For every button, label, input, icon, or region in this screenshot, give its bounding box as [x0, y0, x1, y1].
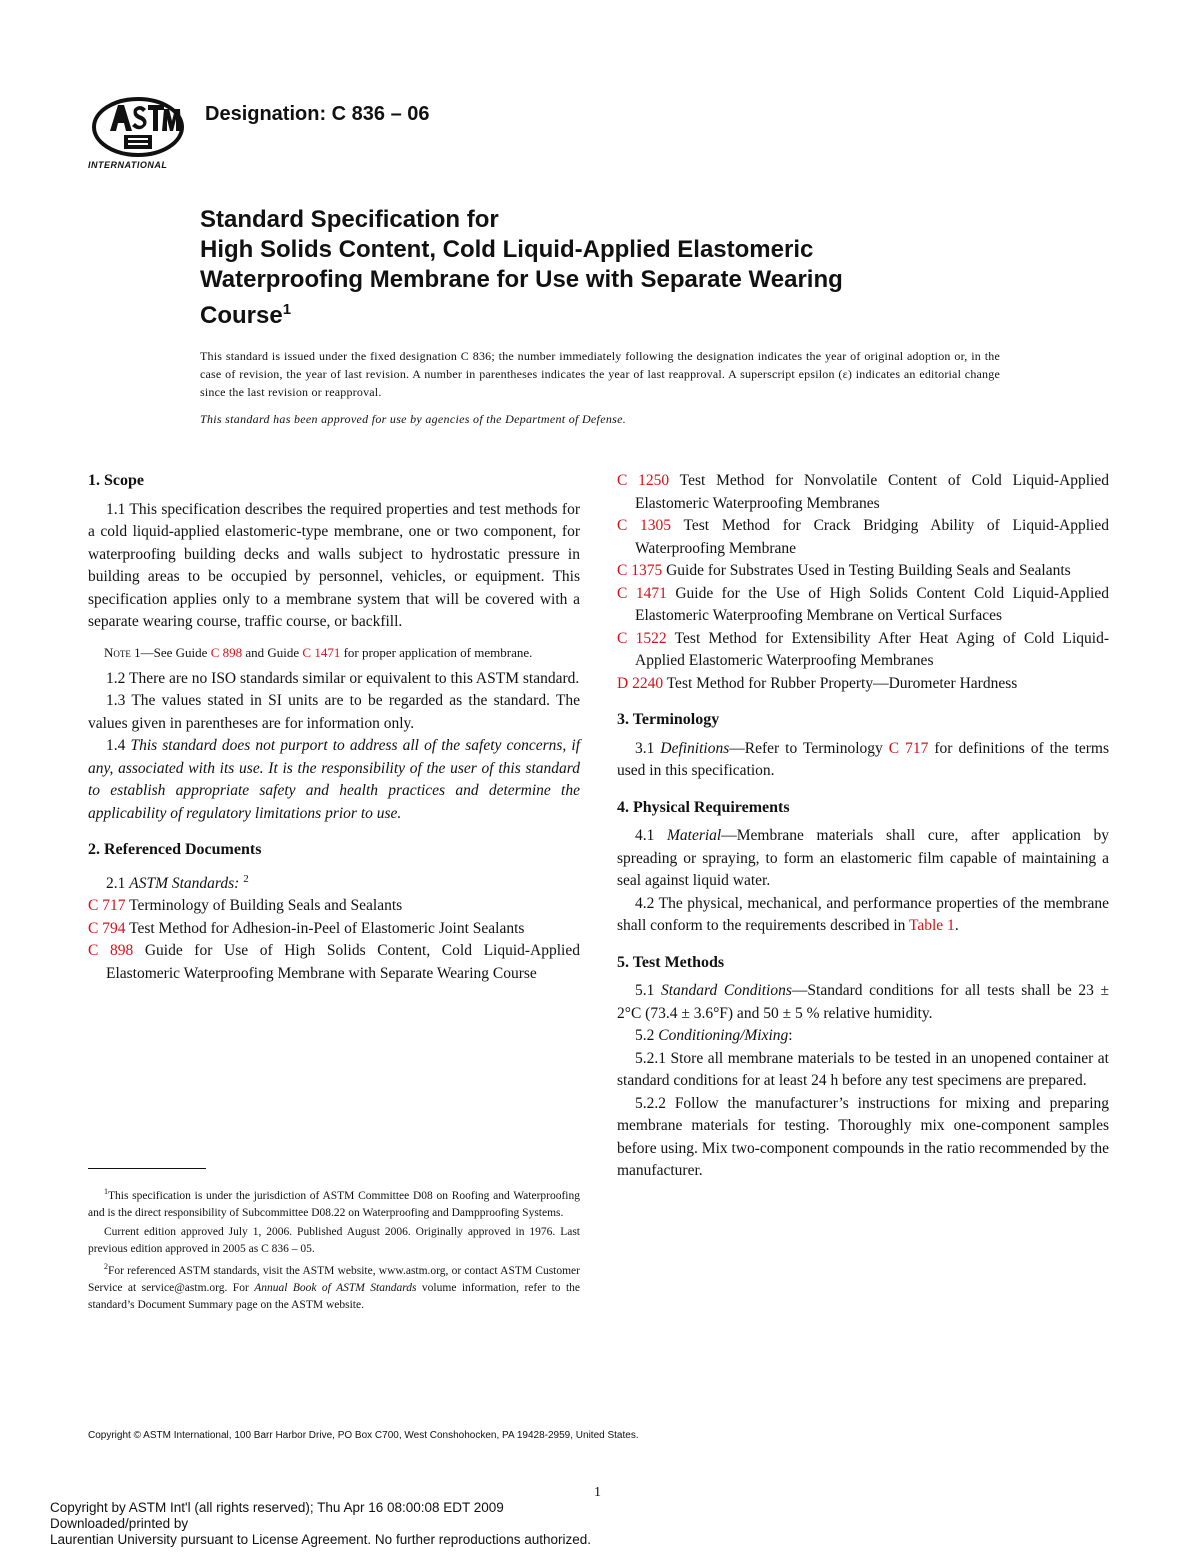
- link-c898[interactable]: C 898: [210, 644, 243, 660]
- footnote-divider: [88, 1168, 206, 1169]
- designation: Designation: C 836 – 06: [205, 103, 430, 125]
- link-c1375[interactable]: C 1375: [617, 562, 663, 579]
- para-5-2-1: 5.2.1 Store all membrane materials to be tested in an unopened container at standard conditions for at least 24 h before any test specimens are prepared.: [617, 1049, 1109, 1089]
- section-5-heading: 5. Test Methods: [617, 953, 725, 971]
- copyright-line: Copyright © ASTM International, 100 Barr Harbor Drive, PO Box C700, West Conshohocken, PA 19428-2959, United States.: [88, 1430, 639, 1441]
- para-5-2: 5.2 Conditioning/Mixing:: [635, 1027, 793, 1044]
- download-line-2: Downloaded/printed by: [50, 1516, 189, 1531]
- footnotes: [88, 1183, 580, 1314]
- download-line-3: Laurentian University pursuant to License Agreement. No further reproductions authorized.: [50, 1532, 592, 1547]
- ref-c717: C 717 Terminology of Building Seals and Sealants: [88, 897, 403, 915]
- para-1-1: 1.1 This specification describes the required properties and test methods for a cold liquid-applied elastomeric-type membrane, one or two component, for waterproofing building decks and walls subject to hydrostatic pressure in building areas to be occupied by personnel, vehicles, or equipment. This specification applies only to a membrane system that will be covered with a separate wearing course, traffic course, or backfill.: [88, 500, 580, 630]
- astm-logo: [88, 95, 188, 161]
- link-c717[interactable]: C 717: [88, 897, 126, 915]
- note-1: Note 1—See Guide C 898 and Guide C 1471 for proper application of membrane.: [104, 644, 533, 660]
- preamble: This standard is issued under the fixed designation C 836; the number immediately following the designation indicates the year of original adoption or, in the case of revision, the year of last revision. A number in parentheses indicates the year of last reapproval. A superscript epsilon (ε) indicates an editorial change since the last revision or reapproval.: [200, 349, 1000, 399]
- ref-c1305: C 1305 Test Method for Crack Bridging Ability of Liquid-Applied Waterproofing Membrane: [617, 517, 1109, 557]
- left-column: [88, 470, 580, 985]
- section-1-heading: 1. Scope: [88, 472, 144, 489]
- ref-c1522: C 1522 Test Method for Extensibility After Heat Aging of Cold Liquid-Applied Elastomeric Waterproofing Membranes: [617, 629, 1109, 669]
- download-stamp: [50, 1500, 591, 1548]
- ref-c794: C 794 Test Method for Adhesion-in-Peel of Elastomeric Joint Sealants: [88, 919, 525, 937]
- link-table-1[interactable]: Table 1: [908, 917, 955, 934]
- link-c1471-ref[interactable]: C 1471: [617, 584, 667, 602]
- para-3-1: 3.1 Definitions—Refer to Terminology C 717 for definitions of the terms used in this specification.: [617, 739, 1110, 779]
- ref-c1250: C 1250 Test Method for Nonvolatile Content of Cold Liquid-Applied Elastomeric Waterproofing Membranes: [617, 472, 1110, 512]
- footnote-2: $^2$For referenced ASTM standards, visit the ASTM website, www.astm.org, or contact ASTM Customer Service at service@astm.org. For Annual Book of ASTM Standards volume information, refer to the standard’s Document Summary page on the ASTM website.: [88, 1261, 580, 1311]
- link-c1250[interactable]: C 1250: [617, 472, 670, 489]
- link-c1471[interactable]: C 1471: [302, 644, 341, 660]
- download-line-1: Copyright by ASTM Int'l (all rights reserved); Thu Apr 16 08:00:08 EDT 2009: [50, 1500, 504, 1515]
- footnote-1-edition: Current edition approved July 1, 2006. Published August 2006. Originally approved in 1976. Last previous edition approved in 2005 as C 836 – 05.: [88, 1225, 580, 1255]
- link-c898-ref[interactable]: C 898: [88, 942, 134, 960]
- page-number: 1: [594, 1485, 601, 1500]
- dod-note: This standard has been approved for use by agencies of the Department of Defense.: [200, 412, 627, 426]
- para-5-1: 5.1 Standard Conditions—Standard conditions for all tests shall be 23 ± 2°C (73.4 ± 3.6°F) and 50 ± 5 % relative humidity.: [617, 982, 1109, 1022]
- title-line-2: High Solids Content, Cold Liquid-Applied Elastomeric: [200, 236, 814, 263]
- ref-c1471: C 1471 Guide for the Use of High Solids Content Cold Liquid-Applied Elastomeric Waterproofing Membrane on Vertical Surfaces: [617, 584, 1109, 624]
- title-line-4: Course$^1$: [200, 301, 292, 329]
- para-1-3: 1.3 The values stated in SI units are to be regarded as the standard. The values given in parentheses are for information only.: [88, 692, 580, 732]
- ref-c898: C 898 Guide for Use of High Solids Content, Cold Liquid-Applied Elastomeric Waterproofing Membrane with Separate Wearing Course: [88, 942, 580, 982]
- link-c794[interactable]: C 794: [88, 919, 126, 937]
- link-c1522[interactable]: C 1522: [617, 629, 667, 647]
- para-1-2: 1.2 There are no ISO standards similar or equivalent to this ASTM standard.: [106, 669, 580, 687]
- title-line-3: Waterproofing Membrane for Use with Separate Wearing: [200, 266, 843, 293]
- ref-c1375: C 1375 Guide for Substrates Used in Testing Building Seals and Sealants: [617, 562, 1071, 579]
- para-1-4: 1.4 This standard does not purport to address all of the safety concerns, if any, associated with its use. It is the responsibility of the user of this standard to establish appropriate safety and health practices and determine the applicability of regulatory limitations prior to use.: [88, 737, 581, 822]
- title-line-1: Standard Specification for: [200, 206, 499, 233]
- link-c717-term[interactable]: C 717: [888, 739, 929, 757]
- section-2-heading: 2. Referenced Documents: [88, 841, 262, 858]
- logo-caption: INTERNATIONAL: [88, 160, 168, 170]
- para-5-2-2: 5.2.2 Follow the manufacturer’s instructions for mixing and preparing membrane materials for testing. Thoroughly mix one-component samples before using. Mix two-component compounds in the ratio recommended by the manufacturer.: [617, 1094, 1110, 1179]
- footnote-1: $^1$This specification is under the jurisdiction of ASTM Committee D08 on Roofing and Waterproofing and is the direct responsibility of Subcommittee D08.22 on Waterproofing and Dampproofing Systems.: [88, 1187, 580, 1219]
- ref-d2240: D 2240 Test Method for Rubber Property—Durometer Hardness: [617, 674, 1018, 692]
- para-4-2: 4.2 The physical, mechanical, and performance properties of the membrane shall conform to the requirements described in Table 1.: [617, 894, 1109, 934]
- right-column: [617, 470, 1109, 1183]
- link-d2240[interactable]: D 2240: [617, 674, 664, 692]
- document-title: [200, 205, 1000, 331]
- para-4-1: 4.1 Material—Membrane materials shall cure, after application by spreading or spraying, to form an elastomeric film capable of maintaining a seal against liquid water.: [617, 827, 1109, 889]
- section-4-heading: 4. Physical Requirements: [617, 798, 790, 816]
- section-3-heading: 3. Terminology: [617, 711, 720, 728]
- link-c1305[interactable]: C 1305: [617, 517, 672, 534]
- para-2-1: 2.1 ASTM Standards: $^2$: [106, 872, 249, 892]
